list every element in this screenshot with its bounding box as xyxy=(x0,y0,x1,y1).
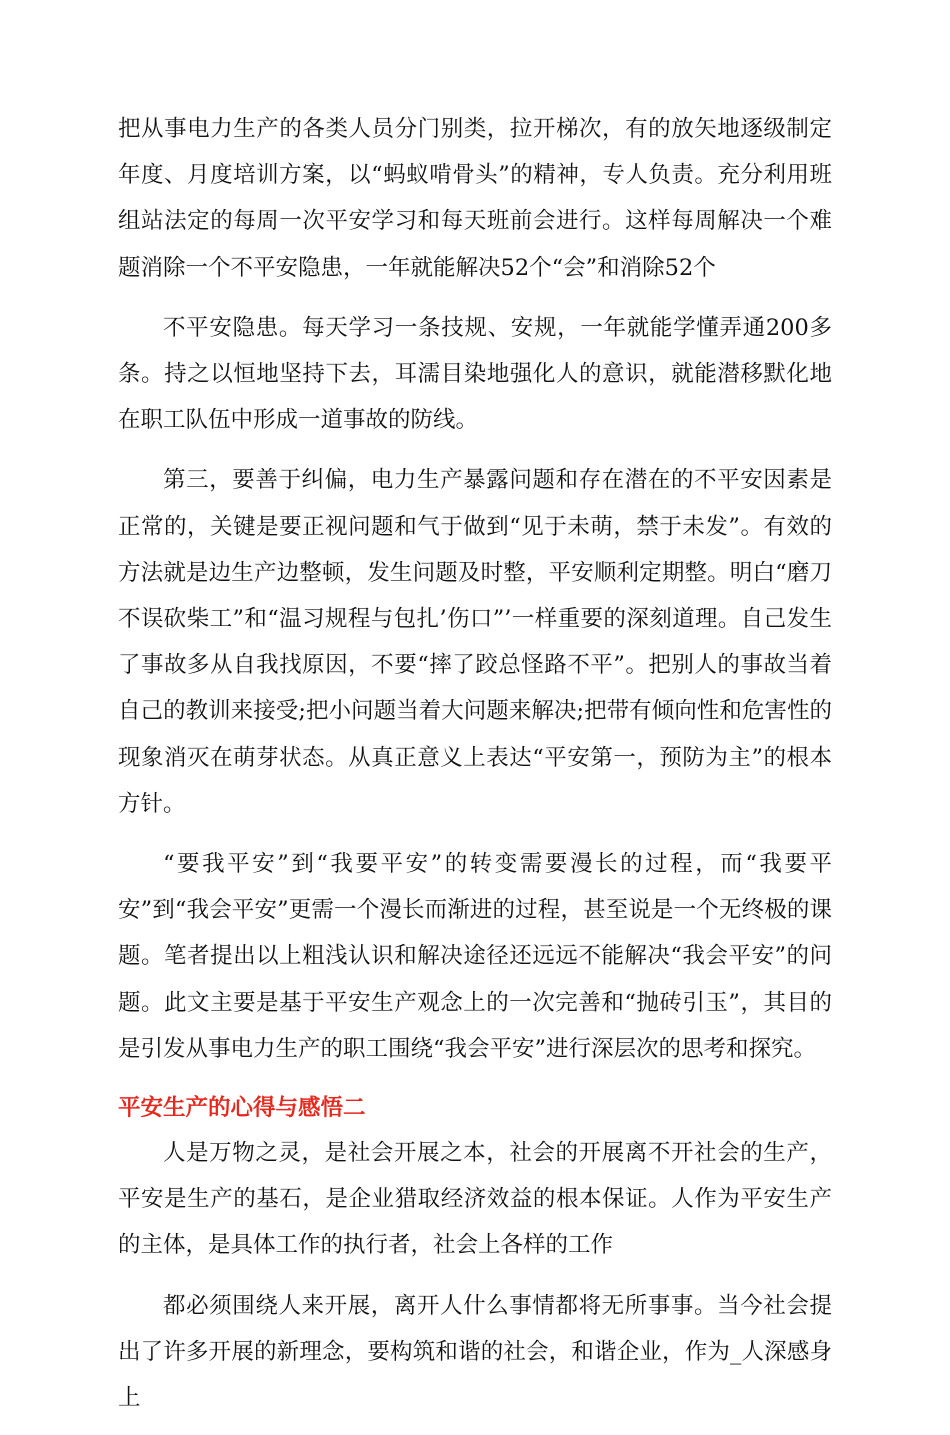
document-page xyxy=(118,106,832,1435)
paragraph-hazard-elimination: 不平安隐患。每天学习一条技规、安规，一年就能学懂弄通200多条。持之以恒地坚持下去，耳濡目染地强化人的意识，就能潜移默化地在职工队伍中形成一道事故的防线。 xyxy=(118,314,832,434)
paragraph-conclusion: “要我平安”到“我要平安”的转变需要漫长的过程，而“我要平安”到“我会平安”更需一个漫长而渐进的过程，甚至说是一个无终极的课题。笔者提出以上粗浅认识和解决途径还远远不能解决“我会平安”的问题。此文主要是基于平安生产观念上的一次完善和“抛砖引玉”，其目的是引发从事电力生产的职工围绕“我会平安”进行深层次的思考和探究。 xyxy=(118,851,832,1062)
paragraph-people-foundation: 人是万物之灵，是社会开展之本，社会的开展离不开社会的生产，平安是生产的基石，是企业猎取经济效益的根本保证。人作为平安生产的主体，是具体工作的执行者，社会上各样的工作 xyxy=(118,1140,832,1259)
paragraph-new-concepts: 都必须围绕人来开展，离开人什么事情都将无所事事。当今社会提出了许多开展的新理念，要构筑和谐的社会，和谐企业，作为_人深感身上 xyxy=(118,1292,832,1412)
paragraph-error-correction: 第三，要善于纠偏，电力生产暴露问题和存在潜在的不平安因素是正常的，关键是要正视问题和气于做到“见于未萌，禁于未发”。有效的方法就是边生产边整顿，发生问题及时整，平安顺利定期整。明白“磨刀不误砍柴工”和“温习规程与包扎’伤口”’一样重要的深刻道理。自己发生了事故多从自我找原因，不要“摔了跤总怪路不平”。把别人的事故当着自己的教训来接受;把小问题当着大问题来解决;把带有倾向性和危害性的现象消灭在萌芽状态。从真正意义上表达“平安第一，预防为主”的根本方针。 xyxy=(118,467,832,817)
paragraph-training-plan: 把从事电力生产的各类人员分门别类，拉开梯次，有的放矢地逐级制定年度、月度培训方案，以“蚂蚁啃骨头”的精神，专人负责。充分利用班组站法定的每周一次平安学习和每天班前会进行。这样每周解决一个难题消除一个不平安隐患，一年就能解决52个“会”和消除52个 xyxy=(118,116,832,281)
section-heading: 平安生产的心得与感悟二 xyxy=(118,1095,366,1122)
